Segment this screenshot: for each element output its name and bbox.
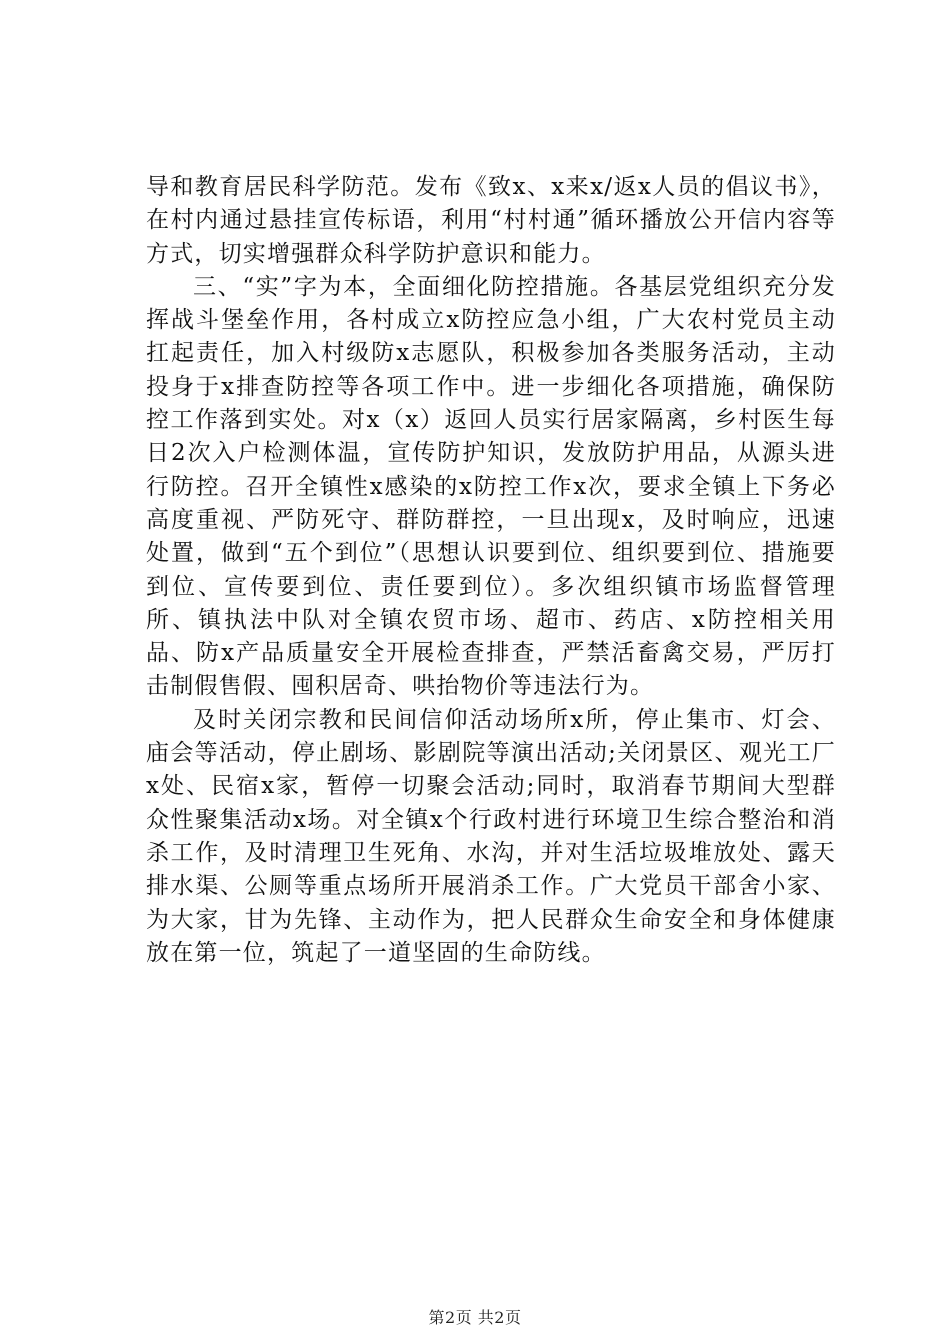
paragraph-closures: 及时关闭宗教和民间信仰活动场所x所，停止集市、灯会、庙会等活动，停止剧场、影剧院等演出活动;关闭景区、观光工厂x处、民宿x家，暂停一切聚会活动;同时，取消春节期间大型群众性聚集活动x场。对全镇x个行政村进行环境卫生综合整治和消杀工作，及时清理卫生死角、水沟，并对生活垃圾堆放处、露天排水渠、公厕等重点场所开展消杀工作。广大党员干部舍小家、为大家，甘为先锋、主动作为，把人民群众生命安全和身体健康放在第一位，筑起了一道坚固的生命防线。 [146, 706, 836, 966]
document-body [146, 171, 836, 970]
page-footer: 第2页 共2页 [428, 1308, 522, 1327]
paragraph-section-three: 三、“实”字为本，全面细化防控措施。各基层党组织充分发挥战斗堡垒作用，各村成立x防控应急小组，广大农村党员主动扛起责任，加入村级防x志愿队，积极参加各类服务活动，主动投身于x排查防控等各项工作中。进一步细化各项措施，确保防控工作落到实处。对x（x）返回人员实行居家隔离，乡村医生每日2次入户检测体温，宣传防护知识，发放防护用品，从源头进行防控。召开全镇性x感染的x防控工作x次，要求全镇上下务必高度重视、严防死守、群防群控，一旦出现x，及时响应，迅速处置，做到“五个到位”（思想认识要到位、组织要到位、措施要到位、宣传要到位、责任要到位）。多次组织镇市场监督管理所、镇执法中队对全镇农贸市场、超市、药店、x防控相关用品、防x产品质量安全开展检查排查，严禁活畜禽交易，严厉打击制假售假、囤积居奇、哄抬物价等违法行为。 [146, 273, 836, 700]
paragraph-continuation: 导和教育居民科学防范。发布《致x、x来x/返x人员的倡议书》，在村内通过悬挂宣传标语，利用“村村通”循环播放公开信内容等方式，切实增强群众科学防护意识和能力。 [146, 174, 836, 267]
